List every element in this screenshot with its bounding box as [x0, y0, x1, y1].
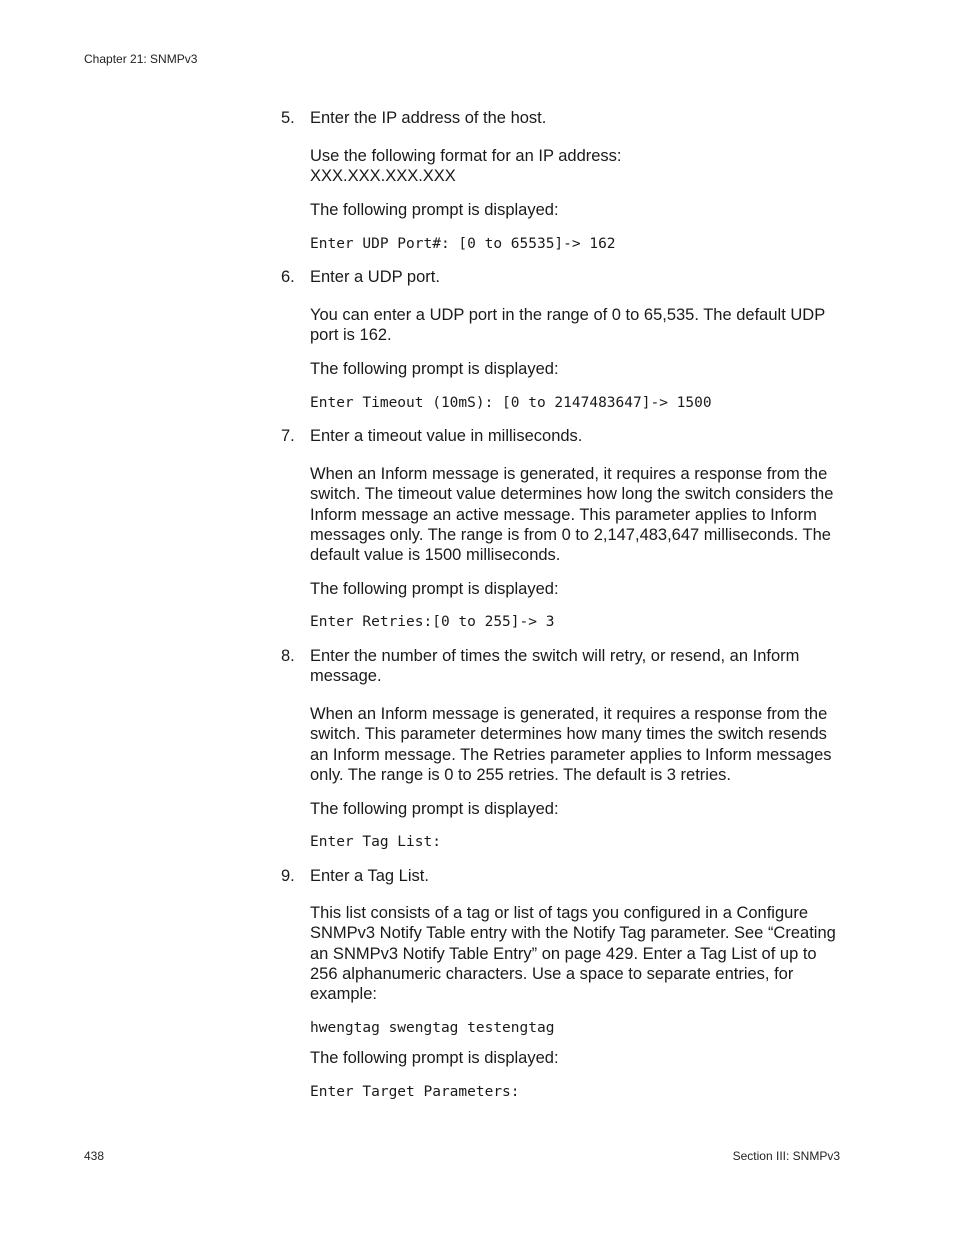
step-7-prompt-intro: The following prompt is displayed: — [310, 580, 559, 598]
step-7-text: Enter a timeout value in milliseconds. — [310, 427, 583, 445]
step-6-text: Enter a UDP port. — [310, 268, 440, 286]
step-5-format-text: Use the following format for an IP address: — [310, 147, 622, 165]
step-7-prompt-code: Enter Retries:[0 to 255]-> 3 — [310, 614, 555, 630]
step-9-text: Enter a Tag List. — [310, 867, 429, 885]
step-5-number: 5. — [281, 109, 295, 127]
running-header: Chapter 21: SNMPv3 — [84, 52, 198, 66]
running-footer-section: Section III: SNMPv3 — [732, 1149, 840, 1163]
step-8-text: Enter the number of times the switch will retry, or resend, an Inform message. — [310, 647, 800, 686]
step-9-number: 9. — [281, 867, 295, 885]
step-6-description: You can enter a UDP port in the range of 0 to 65,535. The default UDP port is 162. — [310, 306, 825, 345]
page-number: 438 — [84, 1149, 105, 1163]
step-8-prompt-code: Enter Tag List: — [310, 834, 441, 850]
step-5-text: Enter the IP address of the host. — [310, 109, 547, 127]
step-5-prompt-code: Enter UDP Port#: [0 to 65535]-> 162 — [310, 236, 616, 252]
step-5-prompt-intro: The following prompt is displayed: — [310, 201, 559, 219]
step-6-prompt-code: Enter Timeout (10mS): [0 to 2147483647]-> 1500 — [310, 395, 712, 411]
step-8-description: When an Inform message is generated, it requires a response from the switch. This parameter determines how many times the switch resends an Inform message. The Retries parameter applies to Inform messages only. The range is 0 to 255 retries. The default is 3 retries. — [310, 705, 832, 784]
step-9-description: This list consists of a tag or list of tags you configured in a Configure SNMPv3 Notify Table entry with the Notify Tag parameter. See “Creating an SNMPv3 Notify Table Entry” on page 429. Enter a Tag List of up to 256 alphanumeric characters. Use a space to separate entries, for example: — [310, 904, 836, 1004]
step-8-prompt-intro: The following prompt is displayed: — [310, 800, 559, 818]
step-5-format-value: XXX.XXX.XXX.XXX — [310, 167, 456, 185]
step-8-number: 8. — [281, 647, 295, 665]
step-9-example-code: hwengtag swengtag testengtag — [310, 1020, 555, 1036]
step-9-prompt-intro: The following prompt is displayed: — [310, 1049, 559, 1067]
step-7-description: When an Inform message is generated, it requires a response from the switch. The timeout value determines how long the switch considers the Inform message an active message. This parameter applies to Inform messages only. The range is from 0 to 2,147,483,647 milliseconds. The default value is 1500 milliseconds. — [310, 465, 834, 565]
step-9-prompt-code: Enter Target Parameters: — [310, 1084, 520, 1100]
step-6-prompt-intro: The following prompt is displayed: — [310, 360, 559, 378]
step-6-number: 6. — [281, 268, 295, 286]
step-7-number: 7. — [281, 427, 295, 445]
